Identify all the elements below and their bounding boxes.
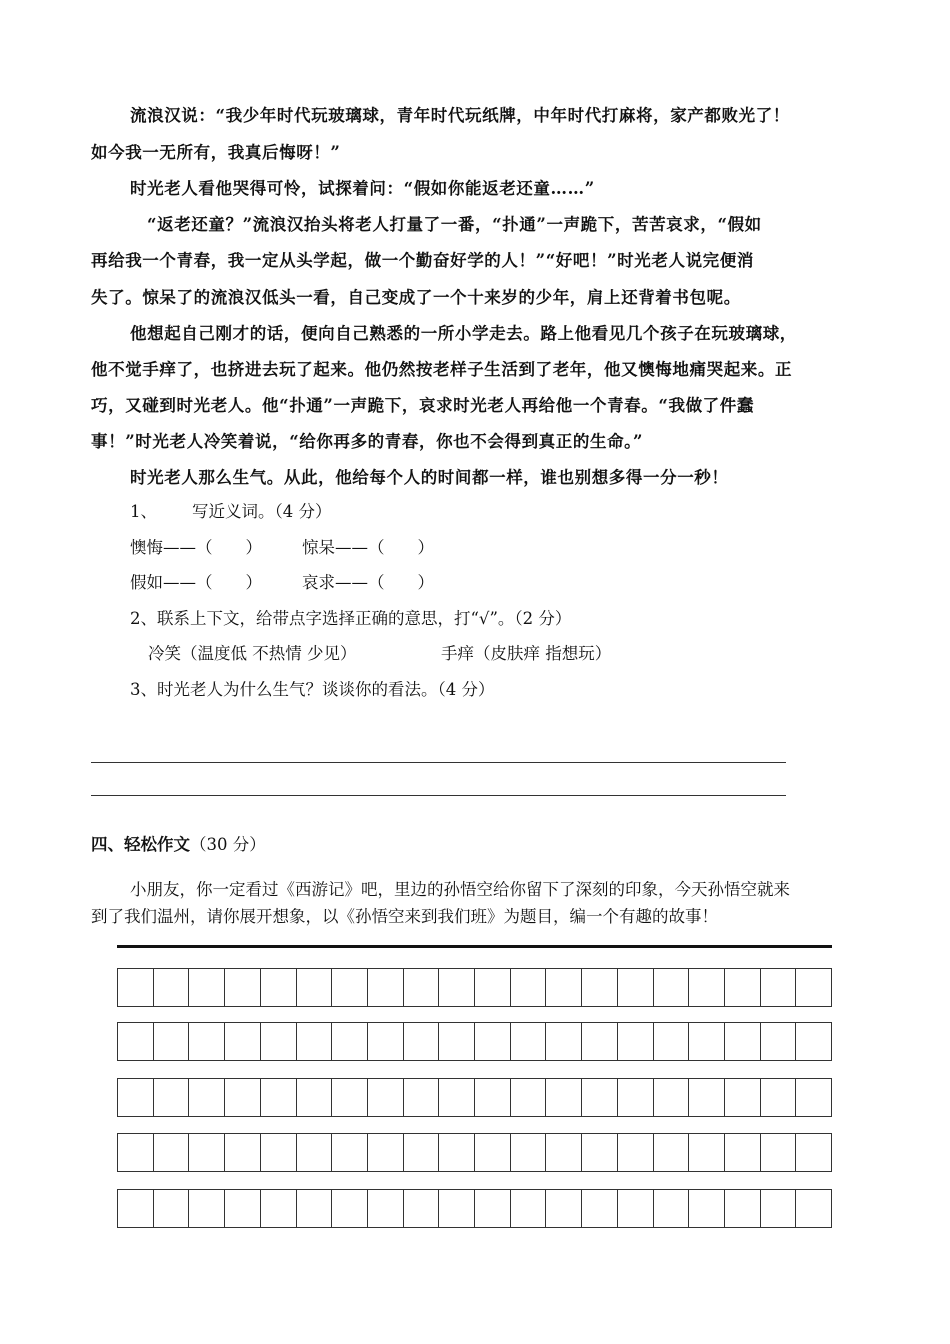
grid-cell[interactable] bbox=[188, 1022, 224, 1061]
grid-cell[interactable] bbox=[153, 1133, 189, 1172]
composition-heading bbox=[91, 831, 861, 855]
grid-cell[interactable] bbox=[581, 1078, 617, 1117]
question-1-number: 1、 bbox=[130, 502, 157, 521]
composition-top-rule bbox=[117, 945, 832, 948]
q2-item-lengxiao: 冷笑（温度低 不热情 少见） bbox=[148, 644, 357, 663]
grid-cell[interactable] bbox=[510, 1078, 546, 1117]
composition-heading-score: （30 分） bbox=[190, 835, 266, 854]
grid-cell[interactable] bbox=[367, 1078, 403, 1117]
q1-item-aiqiu: 哀求——（ ） bbox=[302, 573, 434, 592]
grid-cell[interactable] bbox=[331, 1078, 367, 1117]
grid-cell[interactable] bbox=[510, 1022, 546, 1061]
grid-cell[interactable] bbox=[224, 1078, 260, 1117]
story-p4-line3: 巧，又碰到时光老人。他“扑通”一声跪下，哀求时光老人再给他一个青春。“我做了件蠢 bbox=[91, 396, 754, 415]
composition-prompt-line1: 小朋友，你一定看过《西游记》吧，里边的孙悟空给你留下了深刻的印象，今天孙悟空就来 bbox=[130, 880, 790, 899]
question-2-text: 2、联系上下文，给带点字选择正确的意思，打“√”。（2 分） bbox=[130, 609, 572, 628]
grid-cell[interactable] bbox=[688, 968, 724, 1007]
grid-cell[interactable] bbox=[688, 1022, 724, 1061]
grid-cell[interactable] bbox=[545, 1078, 581, 1117]
grid-cell[interactable] bbox=[117, 1078, 153, 1117]
grid-row bbox=[117, 1189, 832, 1228]
grid-row bbox=[117, 968, 832, 1007]
grid-cell[interactable] bbox=[260, 968, 296, 1007]
grid-cell[interactable] bbox=[545, 1189, 581, 1228]
grid-cell[interactable] bbox=[153, 1189, 189, 1228]
grid-cell[interactable] bbox=[617, 1078, 653, 1117]
question-3-text: 3、时光老人为什么生气？谈谈你的看法。（4 分） bbox=[130, 680, 495, 699]
grid-cell[interactable] bbox=[438, 1133, 474, 1172]
grid-cell[interactable] bbox=[260, 1022, 296, 1061]
grid-cell[interactable] bbox=[653, 968, 689, 1007]
grid-cell[interactable] bbox=[331, 1133, 367, 1172]
grid-cell[interactable] bbox=[724, 1022, 760, 1061]
story-p5: 时光老人那么生气。从此，他给每个人的时间都一样，谁也别想多得一分一秒！ bbox=[130, 468, 729, 487]
grid-cell[interactable] bbox=[617, 1133, 653, 1172]
grid-cell[interactable] bbox=[260, 1189, 296, 1228]
grid-cell[interactable] bbox=[760, 968, 796, 1007]
grid-cell[interactable] bbox=[153, 1022, 189, 1061]
grid-cell[interactable] bbox=[474, 1022, 510, 1061]
grid-cell[interactable] bbox=[296, 968, 332, 1007]
grid-cell[interactable] bbox=[224, 1022, 260, 1061]
grid-cell[interactable] bbox=[795, 1133, 832, 1172]
grid-cell[interactable] bbox=[188, 968, 224, 1007]
grid-cell[interactable] bbox=[545, 1022, 581, 1061]
grid-cell[interactable] bbox=[296, 1078, 332, 1117]
grid-cell[interactable] bbox=[117, 1133, 153, 1172]
grid-cell[interactable] bbox=[653, 1133, 689, 1172]
grid-cell[interactable] bbox=[367, 968, 403, 1007]
grid-cell[interactable] bbox=[438, 1189, 474, 1228]
grid-cell[interactable] bbox=[331, 968, 367, 1007]
grid-cell[interactable] bbox=[474, 968, 510, 1007]
grid-cell[interactable] bbox=[188, 1189, 224, 1228]
grid-cell[interactable] bbox=[724, 1078, 760, 1117]
story-p3-line1: “返老还童？”流浪汉抬头将老人打量了一番，“扑通”一声跪下，苦苦哀求，“假如 bbox=[147, 215, 762, 234]
grid-cell[interactable] bbox=[688, 1189, 724, 1228]
answer-line-1[interactable] bbox=[91, 762, 786, 763]
grid-cell[interactable] bbox=[296, 1022, 332, 1061]
grid-cell[interactable] bbox=[617, 968, 653, 1007]
story-p1-line1: 流浪汉说：“我少年时代玩玻璃球，青年时代玩纸牌，中年时代打麻将，家产都败光了！ bbox=[130, 106, 790, 125]
composition-prompt-line2: 到了我们温州，请你展开想象，以《孙悟空来到我们班》为题目，编一个有趣的故事！ bbox=[91, 907, 718, 926]
grid-cell[interactable] bbox=[617, 1022, 653, 1061]
grid-cell[interactable] bbox=[188, 1133, 224, 1172]
grid-cell[interactable] bbox=[795, 1022, 832, 1061]
grid-cell[interactable] bbox=[403, 968, 439, 1007]
question-1-text: 写近义词。（4 分） bbox=[192, 502, 332, 521]
story-p1-line2: 如今我一无所有，我真后悔呀！” bbox=[91, 143, 341, 162]
grid-cell[interactable] bbox=[438, 1022, 474, 1061]
grid-cell[interactable] bbox=[795, 968, 832, 1007]
grid-cell[interactable] bbox=[795, 1078, 832, 1117]
grid-cell[interactable] bbox=[510, 1189, 546, 1228]
grid-cell[interactable] bbox=[403, 1133, 439, 1172]
grid-cell[interactable] bbox=[653, 1078, 689, 1117]
grid-cell[interactable] bbox=[367, 1189, 403, 1228]
story-p3-line2: 再给我一个青春，我一定从头学起，做一个勤奋好学的人！”“好吧！”时光老人说完便消 bbox=[91, 251, 754, 270]
grid-cell[interactable] bbox=[688, 1078, 724, 1117]
grid-cell[interactable] bbox=[474, 1133, 510, 1172]
grid-cell[interactable] bbox=[617, 1189, 653, 1228]
grid-cell[interactable] bbox=[403, 1189, 439, 1228]
q2-item-shouyang: 手痒（皮肤痒 指想玩） bbox=[441, 644, 612, 663]
grid-cell[interactable] bbox=[510, 1133, 546, 1172]
grid-cell[interactable] bbox=[545, 1133, 581, 1172]
composition-heading-title: 四、轻松作文 bbox=[91, 835, 190, 854]
grid-cell[interactable] bbox=[224, 1133, 260, 1172]
grid-cell[interactable] bbox=[724, 1189, 760, 1228]
grid-cell[interactable] bbox=[581, 1133, 617, 1172]
grid-cell[interactable] bbox=[760, 1078, 796, 1117]
grid-cell[interactable] bbox=[117, 968, 153, 1007]
grid-cell[interactable] bbox=[581, 1022, 617, 1061]
grid-cell[interactable] bbox=[724, 1133, 760, 1172]
grid-cell[interactable] bbox=[474, 1078, 510, 1117]
grid-cell[interactable] bbox=[653, 1022, 689, 1061]
grid-cell[interactable] bbox=[296, 1133, 332, 1172]
answer-line-2[interactable] bbox=[91, 795, 786, 796]
grid-cell[interactable] bbox=[260, 1133, 296, 1172]
grid-row bbox=[117, 1078, 832, 1117]
q1-item-jiaru: 假如——（ ） bbox=[130, 573, 262, 592]
story-p4-line2: 他不觉手痒了，也挤进去玩了起来。他仍然按老样子生活到了老年，他又懊悔地痛哭起来。正 bbox=[91, 360, 793, 379]
grid-cell[interactable] bbox=[296, 1189, 332, 1228]
grid-cell[interactable] bbox=[331, 1022, 367, 1061]
grid-cell[interactable] bbox=[260, 1078, 296, 1117]
story-p3-line3: 失了。惊呆了的流浪汉低头一看，自己变成了一个十来岁的少年，肩上还背着书包呢。 bbox=[91, 288, 741, 307]
grid-cell[interactable] bbox=[760, 1189, 796, 1228]
grid-cell[interactable] bbox=[510, 968, 546, 1007]
q1-item-jingdai: 惊呆——（ ） bbox=[302, 538, 434, 557]
grid-cell[interactable] bbox=[581, 1189, 617, 1228]
grid-cell[interactable] bbox=[367, 1133, 403, 1172]
grid-cell[interactable] bbox=[117, 1189, 153, 1228]
grid-cell[interactable] bbox=[403, 1078, 439, 1117]
grid-cell[interactable] bbox=[760, 1022, 796, 1061]
grid-cell[interactable] bbox=[688, 1133, 724, 1172]
grid-cell[interactable] bbox=[403, 1022, 439, 1061]
grid-cell[interactable] bbox=[795, 1189, 832, 1228]
grid-cell[interactable] bbox=[545, 968, 581, 1007]
grid-cell[interactable] bbox=[760, 1133, 796, 1172]
grid-row bbox=[117, 1133, 832, 1172]
grid-cell[interactable] bbox=[153, 1078, 189, 1117]
grid-cell[interactable] bbox=[224, 968, 260, 1007]
grid-cell[interactable] bbox=[117, 1022, 153, 1061]
grid-cell[interactable] bbox=[724, 968, 760, 1007]
story-p4-line4: 事！”时光老人冷笑着说，“给你再多的青春，你也不会得到真正的生命。” bbox=[91, 432, 644, 451]
grid-cell[interactable] bbox=[438, 968, 474, 1007]
grid-cell[interactable] bbox=[224, 1189, 260, 1228]
grid-cell[interactable] bbox=[581, 968, 617, 1007]
grid-cell[interactable] bbox=[153, 968, 189, 1007]
grid-cell[interactable] bbox=[653, 1189, 689, 1228]
story-p4-line1: 他想起自己刚才的话，便向自己熟悉的一所小学走去。路上他看见几个孩子在玩玻璃球， bbox=[130, 324, 797, 343]
grid-cell[interactable] bbox=[474, 1189, 510, 1228]
grid-cell[interactable] bbox=[438, 1078, 474, 1117]
grid-cell[interactable] bbox=[367, 1022, 403, 1061]
story-p2: 时光老人看他哭得可怜，试探着问：“假如你能返老还童……” bbox=[130, 179, 595, 198]
grid-cell[interactable] bbox=[331, 1189, 367, 1228]
grid-cell[interactable] bbox=[188, 1078, 224, 1117]
grid-row bbox=[117, 1022, 832, 1061]
q1-item-ahui: 懊悔——（ ） bbox=[130, 538, 262, 557]
